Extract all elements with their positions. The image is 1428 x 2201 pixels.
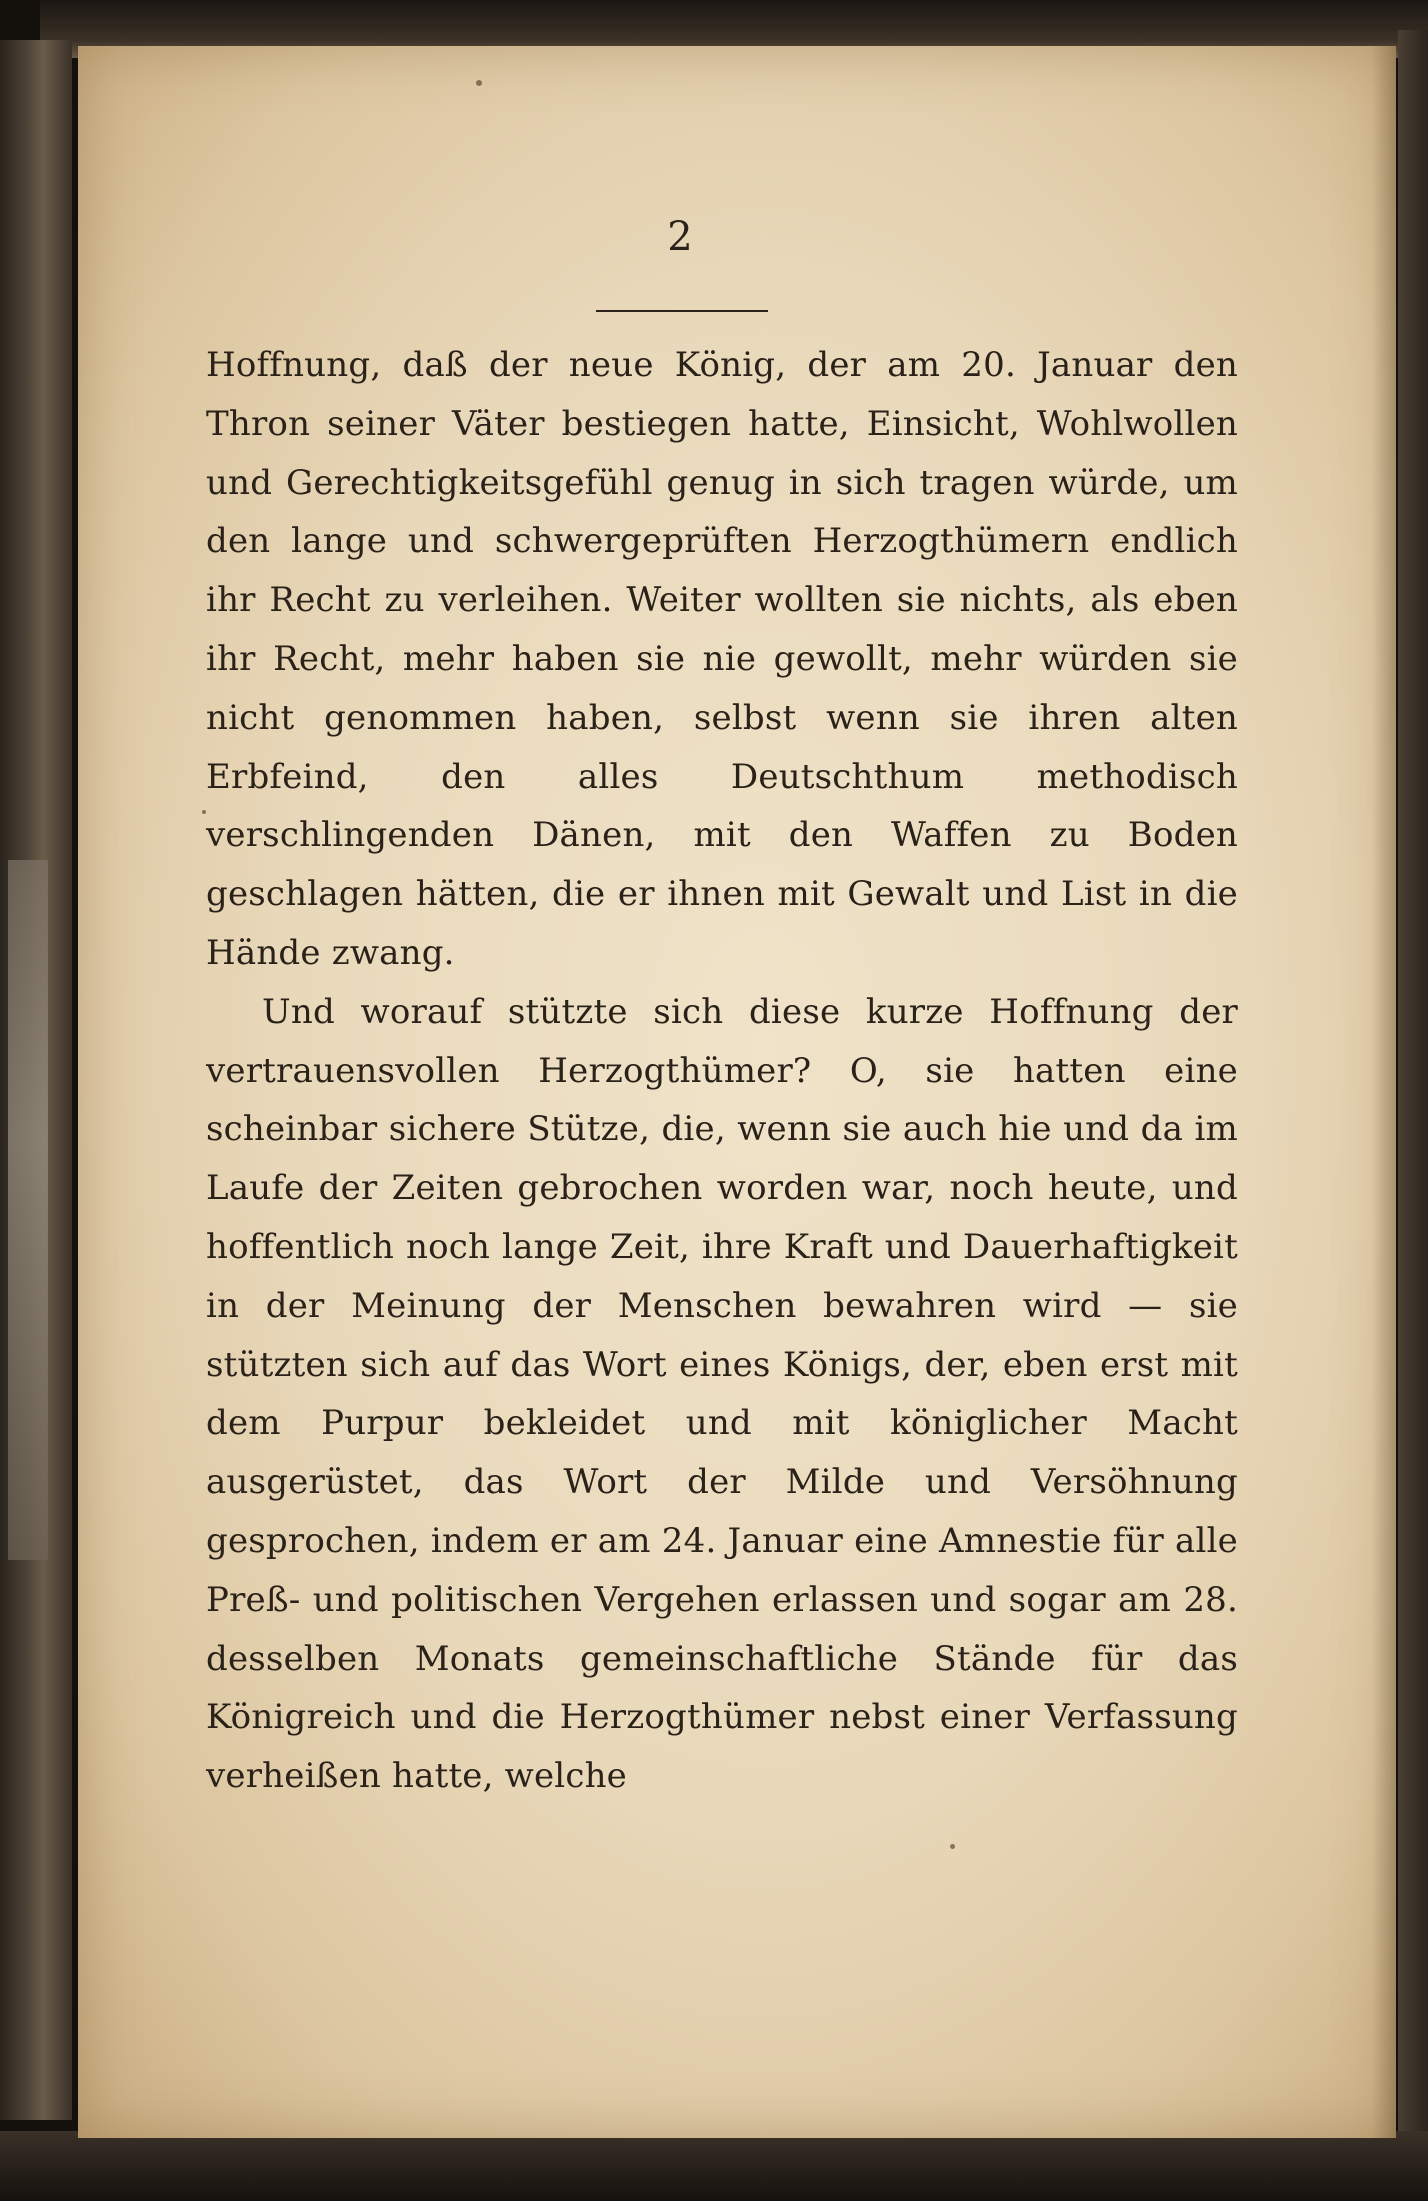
paper-speck: [476, 80, 482, 86]
paragraph-2: Und worauf stützte sich diese kurze Hoffnung der vertrauensvollen Herzogthümer? O, sie hatten eine scheinbar sichere Stütze, die, wenn sie auch hie und da im Laufe der Zeiten gebrochen worden war, noch heute, und hoffentlich noch lange Zeit, ihre Kraft und Dauerhaftigkeit in der Meinung der Menschen bewahren wird — sie stützten sich auf das Wort eines Königs, der, eben erst mit dem Purpur bekleidet und mit königlicher Macht ausgerüstet, das Wort der Milde und Versöhnung gesprochen, indem er am 24. Januar eine Amnestie für alle Preß- und politischen Vergehen erlassen und sogar am 28. desselben Monats gemeinschaftliche Stände für das Königreich und die Herzogthümer nebst einer Verfassung verheißen hatte, welche: [206, 991, 1238, 1797]
header-rule: [596, 310, 768, 312]
page-number: 2: [667, 214, 693, 260]
book-cover-bottom-edge: [0, 2131, 1428, 2201]
paper-speck: [950, 1844, 955, 1849]
body-text: [206, 336, 1238, 1806]
book-cover-right-edge: [1398, 30, 1428, 2150]
book-cover-left-edge: [0, 40, 72, 2120]
cover-wear-patch: [8, 860, 48, 1560]
paper-speck: [202, 810, 206, 814]
page-gutter-shadow: [1372, 46, 1396, 2138]
paragraph-1: Hoffnung, daß der neue König, der am 20. Januar den Thron seiner Väter bestiegen hatte, Einsicht, Wohlwollen und Gerechtigkeitsgefühl genug in sich tragen würde, um den lange und schwergeprüften Herzogthümern endlich ihr Recht zu verleihen. Weiter wollten sie nichts, als eben ihr Recht, mehr haben sie nie gewollt, mehr würden sie nicht genommen haben, selbst wenn sie ihren alten Erbfeind, den alles Deutschthum methodisch verschlingenden Dänen, mit den Waffen zu Boden geschlagen hätten, die er ihnen mit Gewalt und List in die Hände zwang.: [206, 345, 1238, 973]
